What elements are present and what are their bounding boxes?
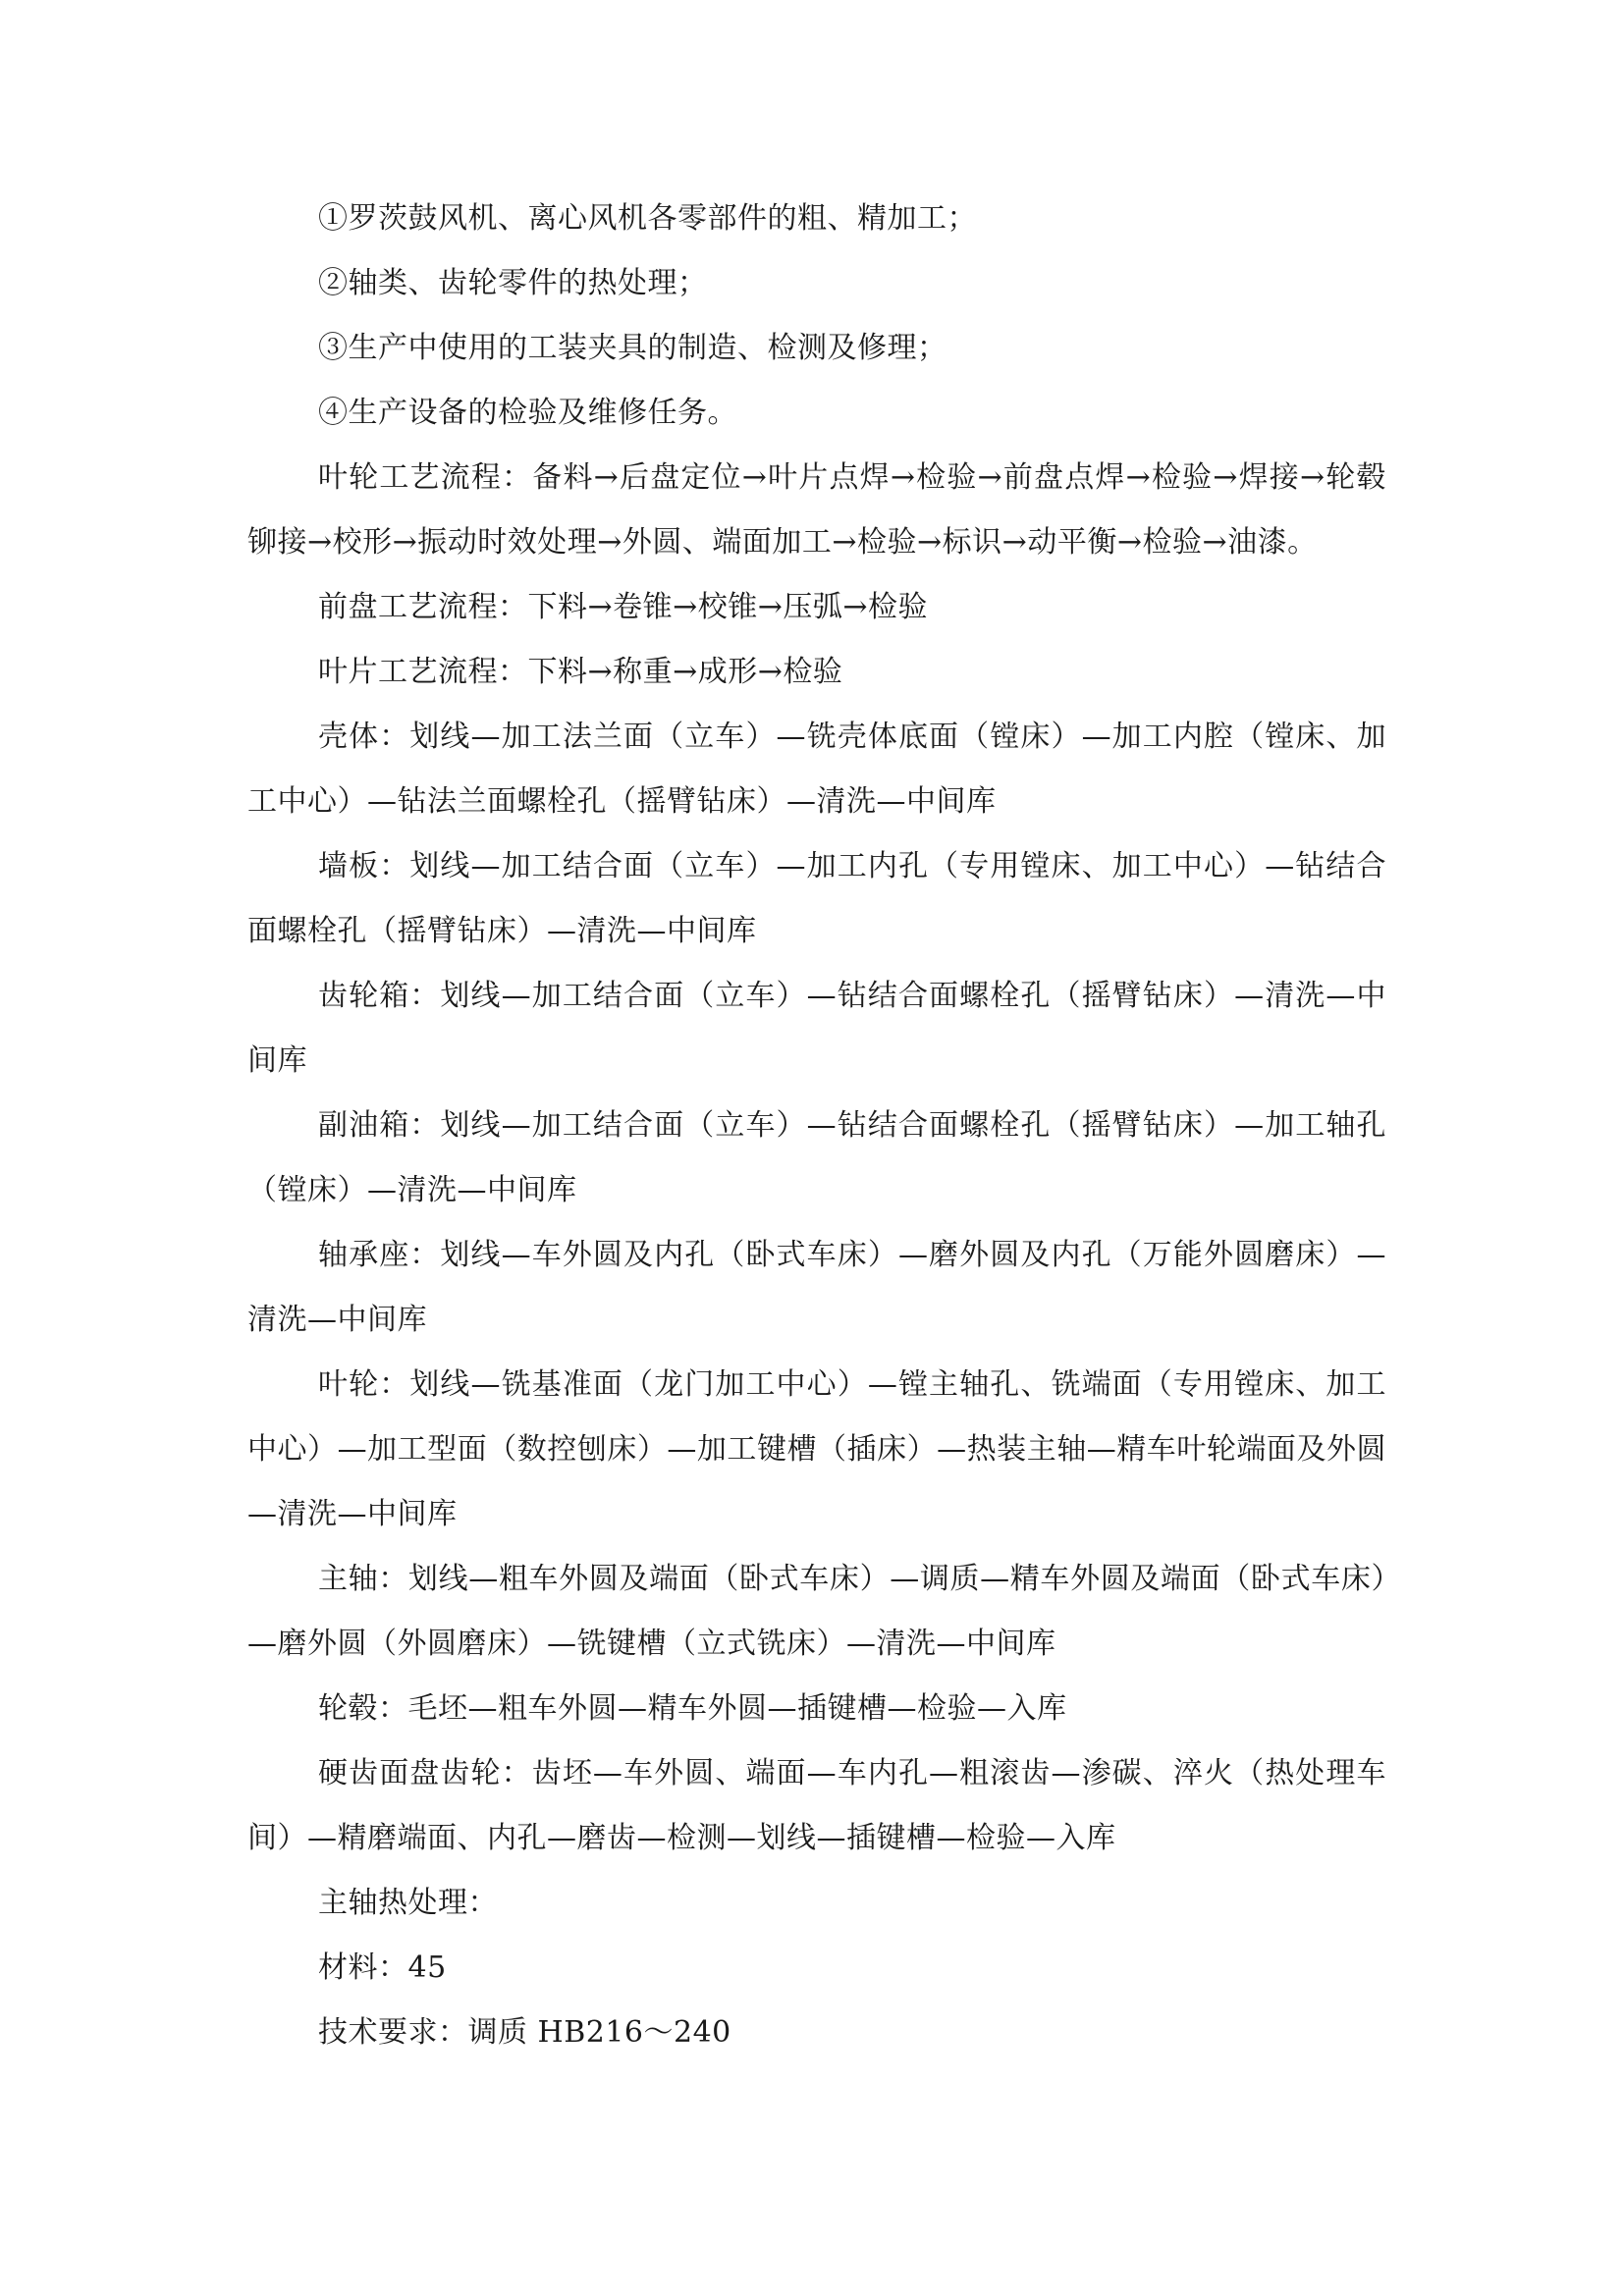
task-item-1: ①罗茨鼓风机、离心风机各零部件的粗、精加工； bbox=[318, 201, 977, 236]
main-shaft-heat-treatment-heading: 主轴热处理： bbox=[318, 1886, 498, 1920]
bearing-seat-process: 轴承座：划线—车外圆及内孔（卧式车床）—磨外圆及内孔（万能外圆磨床）—清洗—中间库 bbox=[247, 1238, 1386, 1337]
housing-process: 壳体：划线—加工法兰面（立车）—铣壳体底面（镗床）—加工内腔（镗床、加工中心）—钻法兰面螺栓孔（摇臂钻床）—清洗—中间库 bbox=[247, 720, 1386, 819]
impeller-process-flow: 叶轮工艺流程：备料→后盘定位→叶片点焊→检验→前盘点焊→检验→焊接→轮毂铆接→校形→振动时效处理→外圆、端面加工→检验→标识→动平衡→检验→油漆。 bbox=[247, 460, 1386, 560]
auxiliary-oil-tank-process: 副油箱：划线—加工结合面（立车）—钻结合面螺栓孔（摇臂钻床）—加工轴孔（镗床）—清洗—中间库 bbox=[247, 1108, 1386, 1207]
front-disc-process-flow: 前盘工艺流程：下料→卷锥→校锥→压弧→检验 bbox=[318, 590, 929, 624]
hardened-gear-process: 硬齿面盘齿轮：齿坯—车外圆、端面—车内孔—粗滚齿—渗碳、淬火（热处理车间）—精磨端面、内孔—磨齿—检测—划线—插键槽—检验—入库 bbox=[247, 1756, 1386, 1855]
task-item-4: ④生产设备的检验及维修任务。 bbox=[318, 396, 737, 430]
wall-plate-process: 墙板：划线—加工结合面（立车）—加工内孔（专用镗床、加工中心）—钻结合面螺栓孔（摇臂钻床）—清洗—中间库 bbox=[247, 849, 1386, 948]
task-item-3: ③生产中使用的工装夹具的制造、检测及修理； bbox=[318, 331, 947, 365]
material-line: 材料：45 bbox=[318, 1950, 447, 1985]
gearbox-process: 齿轮箱：划线—加工结合面（立车）—钻结合面螺栓孔（摇臂钻床）—清洗—中间库 bbox=[247, 979, 1386, 1078]
impeller-machining-process: 叶轮：划线—铣基准面（龙门加工中心）—镗主轴孔、铣端面（专用镗床、加工中心）—加工型面（数控刨床）—加工键槽（插床）—热装主轴—精车叶轮端面及外圆—清洗—中间库 bbox=[247, 1367, 1386, 1531]
main-shaft-process: 主轴：划线—粗车外圆及端面（卧式车床）—调质—精车外圆及端面（卧式车床）—磨外圆（外圆磨床）—铣键槽（立式铣床）—清洗—中间库 bbox=[247, 1562, 1386, 1661]
technical-requirement-line: 技术要求：调质 HB216～240 bbox=[318, 2015, 731, 2050]
task-item-2: ②轴类、齿轮零件的热处理； bbox=[318, 266, 708, 300]
hub-process: 轮毂：毛坯—粗车外圆—精车外圆—插键槽—检验—入库 bbox=[318, 1691, 1067, 1726]
document-body bbox=[247, 187, 1386, 2065]
blade-process-flow: 叶片工艺流程：下料→称重→成形→检验 bbox=[318, 655, 843, 689]
